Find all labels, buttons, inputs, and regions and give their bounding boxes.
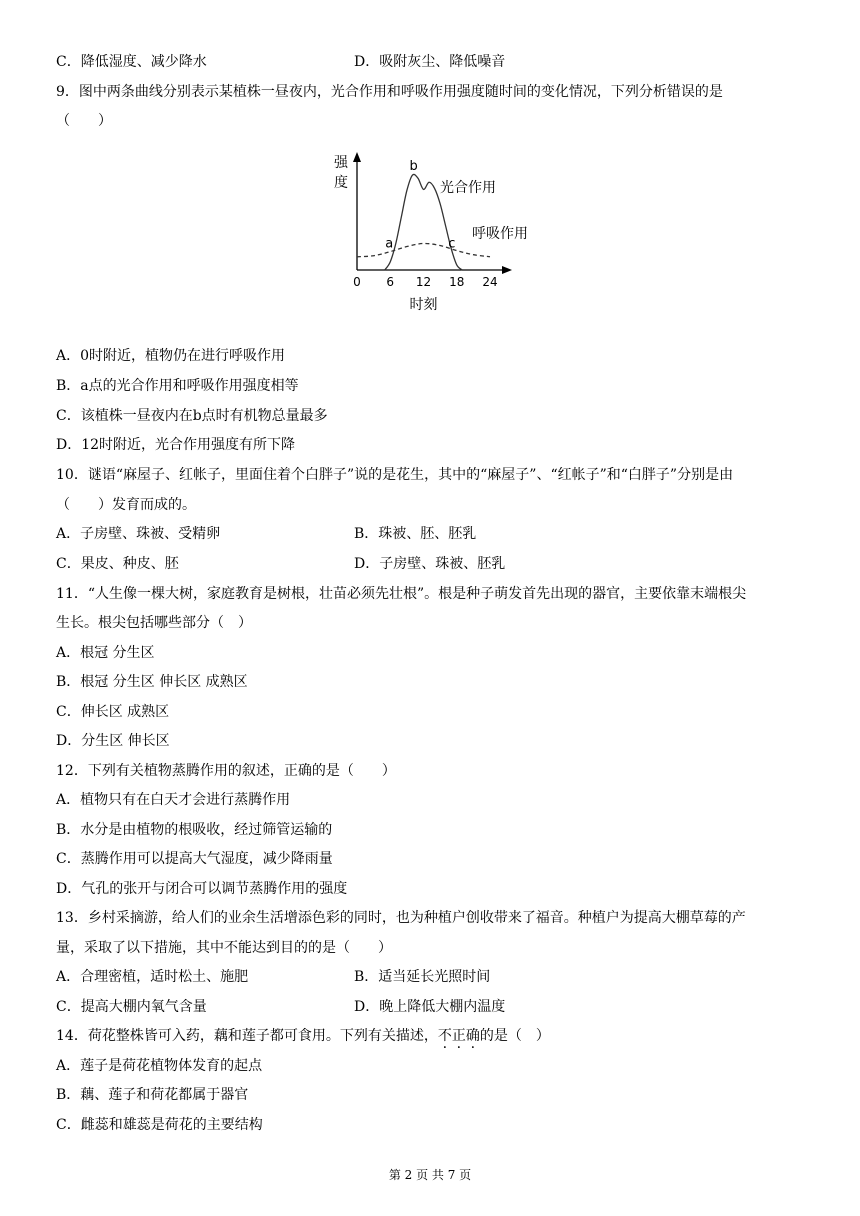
point-label-a: a	[385, 236, 394, 252]
q9-stem: 9．图中两条曲线分别表示某植株一昼夜内，光合作用和呼吸作用强度随时间的变化情况，下列分析错误的是	[56, 84, 723, 100]
q14-emphasis-char: 正	[451, 1028, 466, 1044]
x-tick-label: 6	[386, 275, 395, 289]
series-label-respiration: 呼吸作用	[472, 226, 528, 242]
q14-option-c: C．雌蕊和雄蕊是荷花的主要结构	[56, 1117, 263, 1133]
y-axis-arrow	[353, 152, 361, 162]
respiration-curve	[357, 243, 490, 256]
q8-option-d: D．吸附灰尘、降低噪音	[354, 54, 506, 70]
q10-option-d: D．子房壁、珠被、胚乳	[354, 556, 506, 572]
x-tick-label: 24	[482, 275, 498, 289]
q11-stem-2: 生长。根尖包括哪些部分（ ）	[56, 615, 252, 631]
q12-option-b: B．水分是由植物的根吸收，经过筛管运输的	[56, 822, 333, 838]
q13-option-c: C．提高大棚内氧气含量	[56, 999, 207, 1015]
q9-option-a: A．0时附近，植物仍在进行呼吸作用	[56, 348, 286, 364]
q13-stem-2: 量，采取了以下措施，其中不能达到目的的是（ ）	[56, 940, 392, 956]
q12-option-c: C．蒸腾作用可以提高大气湿度，减少降雨量	[56, 851, 333, 867]
q14-stem-pre: 14．荷花整株皆可入药，藕和莲子都可食用。下列有关描述，	[56, 1028, 438, 1044]
q9-option-b: B．a点的光合作用和呼吸作用强度相等	[56, 378, 299, 394]
x-tick-label: 12	[415, 275, 432, 289]
q12-option-d: D．气孔的张开与闭合可以调节蒸腾作用的强度	[56, 881, 348, 897]
q13-option-b: B．适当延长光照时间	[354, 969, 491, 985]
q13-option-a: A．合理密植，适时松土、施肥	[56, 969, 249, 985]
x-axis-label: 时刻	[409, 297, 438, 313]
x-axis-arrow	[502, 266, 512, 274]
point-label-b: b	[409, 159, 418, 175]
q11-option-b: B．根冠 分生区 伸长区 成熟区	[56, 674, 248, 690]
q11-option-c: C．伸长区 成熟区	[56, 704, 170, 720]
q10-option-c: C．果皮、种皮、胚	[56, 556, 179, 572]
q14-emphasis-char: 确	[465, 1028, 480, 1044]
x-tick-label: 18	[449, 275, 465, 289]
y-axis-label: 度	[334, 175, 348, 191]
q14-option-b: B．藕、莲子和荷花都属于器官	[56, 1087, 249, 1103]
q10-stem: 10．谜语“麻屋子、红帐子，里面住着个白胖子”说的是花生，其中的“麻屋子”、“红帐子”和“白胖子”分别是由	[56, 467, 734, 483]
x-tick-label: 0	[353, 275, 361, 289]
q9-paren: （ ）	[56, 113, 112, 129]
q8-option-c: C．降低湿度、减少降水	[56, 54, 207, 70]
q10-option-b: B．珠被、胚、胚乳	[354, 526, 477, 542]
q11-option-d: D．分生区 伸长区	[56, 733, 170, 749]
q9-option-d: D．12时附近，光合作用强度有所下降	[56, 437, 296, 453]
q10-option-a: A．子房壁、珠被、受精卵	[56, 526, 221, 542]
q14-emphasis-char: 不	[437, 1028, 452, 1044]
q14-option-a: A．莲子是荷花植物体发育的起点	[56, 1058, 263, 1074]
q13-stem: 13．乡村采摘游，给人们的业余生活增添色彩的同时，也为种植户创收带来了福音。种植户为提高大棚草莓的产	[56, 910, 746, 926]
q11-stem: 11．“人生像一棵大树，家庭教育是树根，壮苗必须先壮根”。根是种子萌发首先出现的器官，主要依靠末端根尖	[56, 586, 747, 602]
series-label-photosynthesis: 光合作用	[440, 180, 496, 196]
page-footer: 第 2 页 共 7 页	[388, 1168, 472, 1182]
q10-stem-2: （ ）发育而成的。	[56, 497, 196, 513]
q14-stem	[56, 1026, 550, 1046]
q11-option-a: A．根冠 分生区	[56, 645, 155, 661]
y-axis-label: 强	[334, 155, 348, 171]
q13-option-d: D．晚上降低大棚内温度	[354, 999, 506, 1015]
q12-option-a: A．植物只有在白天才会进行蒸腾作用	[56, 792, 291, 808]
photosynthesis-respiration-chart	[322, 150, 546, 320]
point-label-c: c	[448, 236, 456, 252]
q12-stem: 12．下列有关植物蒸腾作用的叙述，正确的是（ ）	[56, 763, 396, 779]
q14-stem-post: 的是（ ）	[479, 1028, 550, 1044]
q9-option-c: C．该植株一昼夜内在b点时有机物总量最多	[56, 408, 328, 424]
